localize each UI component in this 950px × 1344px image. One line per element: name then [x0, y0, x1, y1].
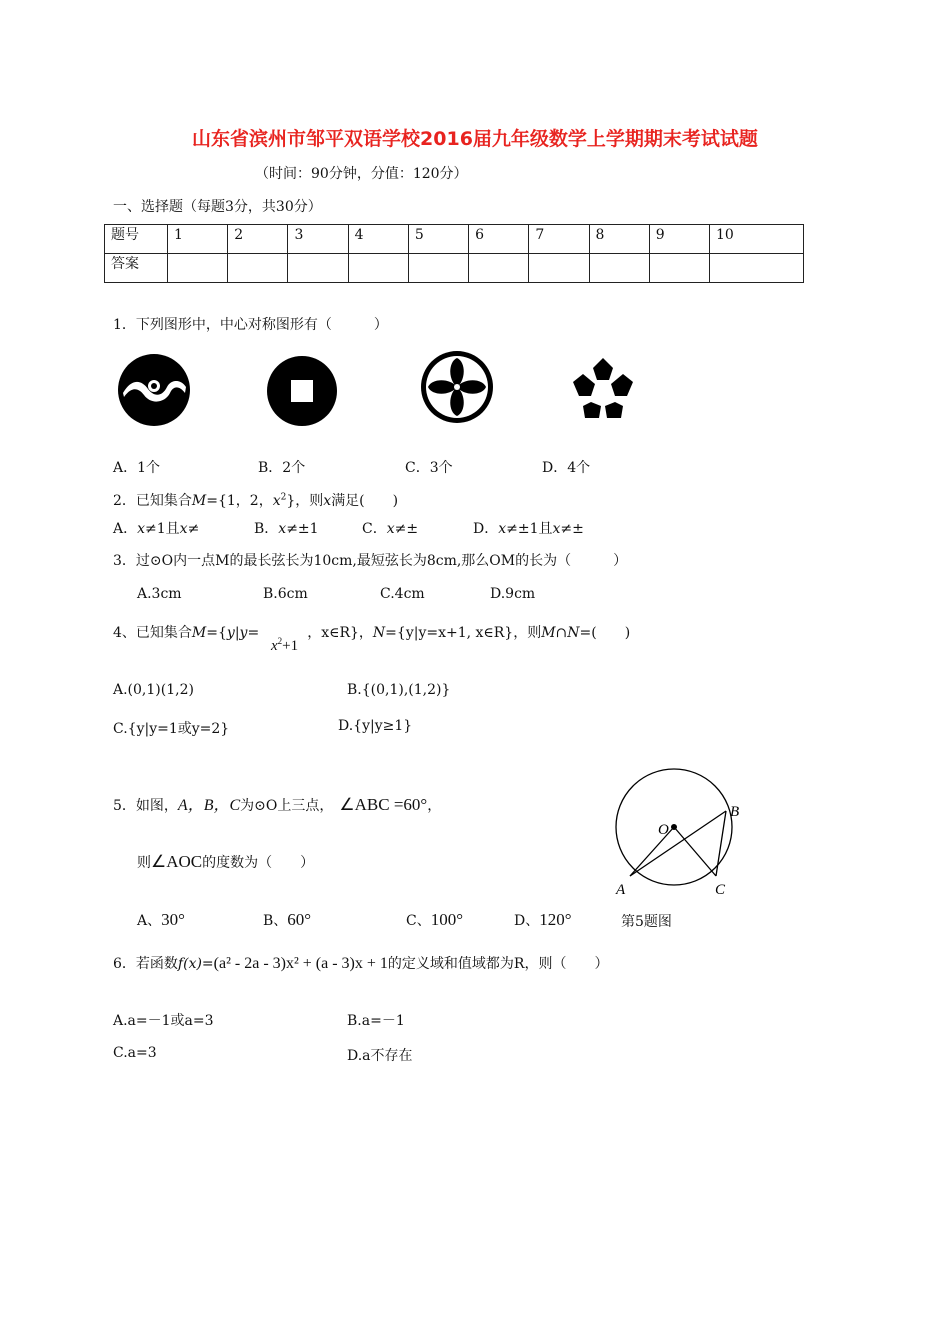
- q4-text: 4、已知集合: [113, 625, 192, 641]
- q2-option-b[interactable]: [254, 518, 319, 538]
- option-label: C、: [406, 913, 431, 929]
- question-number: 5: [408, 225, 468, 254]
- option-value: 30°: [161, 910, 185, 929]
- q6-stem: [113, 953, 608, 973]
- question-number: 2: [228, 225, 288, 254]
- q4-var: y: [239, 625, 248, 641]
- q3-option-d[interactable]: D.9cm: [490, 586, 536, 602]
- option-label: D、: [514, 913, 540, 929]
- q6-option-d[interactable]: D.a不存在: [347, 1048, 413, 1064]
- q6-option-b[interactable]: B.a=－1: [347, 1013, 405, 1029]
- q4-text: ={: [206, 625, 227, 641]
- q3-stem: 3．过⊙O内一点M的最长弦长为10cm,最短弦长为8cm,那么OM的长为（ ）: [113, 553, 628, 569]
- question-number: 1: [168, 225, 228, 254]
- q2-option-c[interactable]: [362, 518, 418, 538]
- answer-cell[interactable]: [589, 254, 649, 283]
- option-value: 120°: [539, 910, 572, 929]
- option-value: 100°: [430, 910, 464, 929]
- q5-option-a[interactable]: [137, 910, 185, 930]
- q2-var: x: [272, 493, 281, 509]
- q5-text: ，: [427, 798, 442, 814]
- page-title: 山东省滨州市邹平双语学校2016届九年级数学上学期期末考试试题: [192, 128, 758, 150]
- q4-exponent: 2: [277, 636, 283, 646]
- yin-yang-wave-figure: [117, 353, 191, 427]
- option-label: A、: [137, 913, 162, 929]
- q6-text: 6．若函数: [113, 956, 178, 972]
- q6-expression: (a² - 2a - 3)x² + (a - 3)x + 1: [213, 955, 388, 972]
- pentagon-cluster-figure: [567, 352, 639, 424]
- option-text: ≠±1且: [506, 521, 553, 537]
- option-var: x: [552, 521, 561, 537]
- q5-option-b[interactable]: [263, 910, 311, 930]
- q5-stem-line2: [137, 852, 314, 872]
- answer-cell[interactable]: [288, 254, 348, 283]
- q5-points: A，B，C: [177, 797, 241, 814]
- q5-angle: ∠AOC: [151, 852, 203, 871]
- label-a: A: [616, 882, 626, 898]
- option-label: D．: [473, 521, 499, 537]
- option-text: ≠±1: [286, 521, 319, 537]
- q2-stem: [113, 490, 398, 510]
- q3-option-b[interactable]: B.6cm: [263, 586, 308, 602]
- question-number: 6: [469, 225, 529, 254]
- q5-text: 则: [137, 855, 151, 871]
- answer-cell[interactable]: [649, 254, 709, 283]
- answer-cell[interactable]: [709, 254, 803, 283]
- q5-option-d[interactable]: [514, 910, 572, 930]
- q1-option-c[interactable]: C．3个: [405, 460, 453, 476]
- q2-text: }，则: [286, 493, 324, 509]
- q1-option-d[interactable]: D．4个: [542, 460, 591, 476]
- q4-fraction-denominator: [271, 636, 298, 655]
- question-number: 8: [589, 225, 649, 254]
- option-label: A．: [113, 521, 138, 537]
- q4-set-m: M: [191, 625, 207, 641]
- q2-var: x: [323, 493, 332, 509]
- q5-option-c[interactable]: [406, 910, 463, 930]
- answer-cell[interactable]: [529, 254, 589, 283]
- q4-var: y: [226, 625, 235, 641]
- label-c: C: [715, 882, 726, 898]
- question-number: 4: [348, 225, 408, 254]
- q5-text: 为⊙O上三点，: [240, 798, 334, 814]
- q6-option-c[interactable]: C.a=3: [113, 1045, 157, 1061]
- circle-geometry-figure: [606, 766, 756, 902]
- section-heading: 一、选择题（每题3分，共30分）: [113, 199, 322, 215]
- q1-option-b[interactable]: B．2个: [258, 460, 306, 476]
- answer-cell[interactable]: [469, 254, 529, 283]
- q2-set-m: M: [191, 493, 207, 509]
- q2-text: ={1，2，: [206, 493, 273, 509]
- figure-caption: 第5题图: [621, 914, 672, 930]
- table-row: [105, 254, 804, 283]
- q4-var: x: [271, 638, 278, 654]
- q4-option-d[interactable]: D.{y|y≥1}: [338, 718, 413, 734]
- answer-cell[interactable]: [348, 254, 408, 283]
- q4-set-n: N: [372, 625, 386, 641]
- option-var: x: [179, 521, 188, 537]
- question-number: 10: [709, 225, 803, 254]
- option-text: ≠: [187, 521, 200, 537]
- option-var: x: [278, 521, 287, 537]
- q3-option-a[interactable]: A.3cm: [137, 586, 182, 602]
- option-var: x: [386, 521, 395, 537]
- q1-option-a[interactable]: A．1个: [113, 460, 161, 476]
- question-number: 9: [649, 225, 709, 254]
- q6-option-a[interactable]: A.a=－1或a=3: [113, 1013, 214, 1029]
- answer-cell[interactable]: [168, 254, 228, 283]
- q5-text: 的度数为（ ）: [202, 855, 315, 871]
- label-b: B: [730, 804, 740, 820]
- option-label: B．: [254, 521, 279, 537]
- answer-table: [104, 224, 804, 283]
- option-var: x: [137, 521, 146, 537]
- q4-text: ，x∈R}，: [307, 625, 373, 641]
- q5-text: 5．如图，: [113, 798, 178, 814]
- option-label: C．: [362, 521, 387, 537]
- q6-function: f(x)=: [177, 956, 214, 972]
- q2-exponent: 2: [280, 492, 287, 503]
- q3-option-c[interactable]: C.4cm: [380, 586, 425, 602]
- q4-intersection: M∩N: [541, 625, 580, 641]
- q2-text: 满足( ): [331, 493, 399, 509]
- q5-stem: [113, 792, 441, 815]
- q4-stem: [113, 622, 630, 642]
- option-text: ≠±: [560, 521, 584, 537]
- option-text: ≠1且: [145, 521, 180, 537]
- option-var: x: [498, 521, 507, 537]
- q6-text: 的定义域和值域都为R，则（ ）: [387, 956, 609, 972]
- q4-text: =( ): [579, 625, 631, 641]
- q2-option-d[interactable]: [473, 518, 584, 538]
- q2-option-a[interactable]: [113, 518, 199, 538]
- row-label: 题号: [105, 225, 168, 254]
- question-number: 7: [529, 225, 589, 254]
- coin-square-figure: [266, 355, 338, 427]
- q4-option-b[interactable]: B.{(0,1),(1,2)}: [347, 682, 451, 698]
- question-number: 3: [288, 225, 348, 254]
- q2-text: 2．已知集合: [113, 493, 192, 509]
- exam-info: （时间：90分钟，分值：120分）: [255, 166, 468, 182]
- q1-stem: 1．下列图形中，中心对称图形有（ ）: [113, 317, 388, 333]
- answer-cell[interactable]: [408, 254, 468, 283]
- q4-text: |: [234, 625, 240, 641]
- q4-text: ={: [385, 625, 406, 641]
- q4-text: =: [247, 625, 260, 641]
- table-row: [105, 225, 804, 254]
- row-label: 答案: [105, 254, 168, 283]
- q4-option-c[interactable]: C.{y|y=1或y=2}: [113, 721, 230, 737]
- label-o: O: [658, 822, 669, 838]
- q4-option-a[interactable]: A.(0,1)(1,2): [113, 682, 194, 698]
- option-label: B、: [263, 913, 288, 929]
- q4-text: y|y=x+1, x∈R}，则: [405, 625, 542, 641]
- option-text: ≠±: [394, 521, 419, 537]
- four-petal-figure: [420, 350, 494, 424]
- q4-text: +1: [282, 638, 299, 654]
- option-value: 60°: [287, 910, 312, 929]
- answer-cell[interactable]: [228, 254, 288, 283]
- q5-angle: ∠ABC =60°: [339, 795, 428, 814]
